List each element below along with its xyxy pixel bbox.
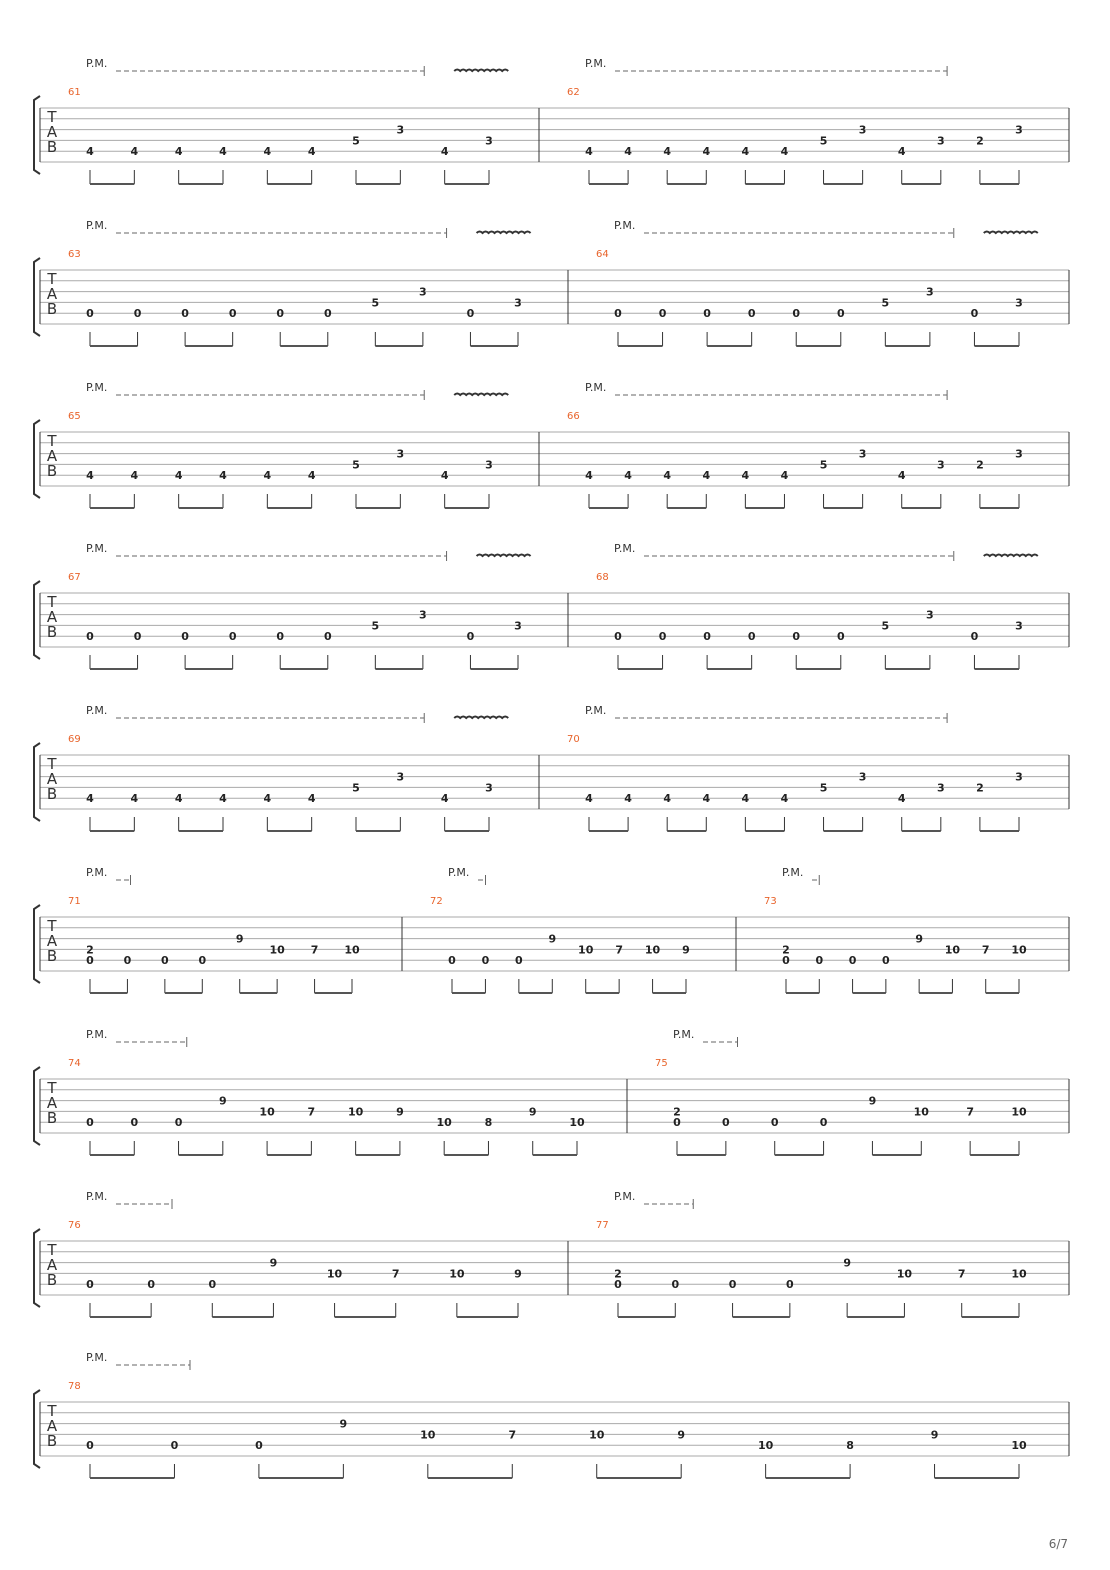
tab-clef-letter: T [47, 108, 57, 126]
tab-clef-letter: T [47, 1241, 57, 1259]
fret-number: 0 [147, 1278, 155, 1292]
fret-number: 5 [819, 458, 828, 472]
palm-mute-label: P.M. [585, 57, 607, 70]
fret-number: 4 [86, 792, 94, 806]
fret-number: 9 [548, 932, 557, 946]
fret-number: 0 [86, 1278, 94, 1292]
fret-number: 9 [930, 1428, 939, 1442]
tab-clef-letter: B [46, 785, 58, 803]
fret-number: 10 [269, 943, 285, 957]
measure-number: 68 [596, 572, 609, 583]
fret-number: 8 [484, 1116, 493, 1130]
system-bracket [34, 905, 40, 983]
fret-number: 10 [436, 1116, 452, 1130]
fret-number: 0 [703, 307, 711, 321]
fret-number: 0 [836, 630, 845, 644]
fret-number: 4 [702, 469, 711, 483]
fret-number: 4 [130, 792, 139, 806]
fret-number: 0 [228, 630, 237, 644]
measure-number: 75 [655, 1058, 668, 1069]
palm-mute-label: P.M. [448, 866, 470, 879]
tab-clef-letter: B [46, 300, 58, 318]
measure-number: 63 [68, 249, 81, 260]
fret-number: 9 [218, 1094, 227, 1108]
fret-number: 10 [1011, 1439, 1027, 1453]
system-bracket [34, 1067, 40, 1145]
measure-number: 77 [596, 1220, 609, 1231]
fret-number: 4 [897, 469, 906, 483]
fret-number: 3 [926, 608, 934, 622]
fret-number: 3 [858, 770, 867, 784]
tab-clef-letter: T [47, 755, 57, 773]
fret-number: 10 [1011, 943, 1027, 957]
fret-number: 10 [589, 1428, 605, 1442]
fret-number: 0 [722, 1116, 730, 1130]
fret-number: 4 [741, 145, 750, 159]
palm-mute-label: P.M. [585, 381, 607, 394]
fret-number: 0 [786, 1278, 794, 1292]
fret-number: 4 [663, 145, 672, 159]
fret-number: 7 [966, 1105, 974, 1119]
fret-number: 4 [86, 145, 94, 159]
palm-mute-label: P.M. [86, 704, 108, 717]
measure-number: 74 [68, 1058, 81, 1069]
measure-number: 65 [68, 411, 81, 422]
fret-number: 10 [1011, 1105, 1027, 1119]
fret-number: 4 [702, 792, 711, 806]
fret-number: 10 [757, 1439, 774, 1453]
palm-mute-label: P.M. [585, 704, 607, 717]
fret-number: 4 [624, 145, 632, 159]
system-bracket [34, 581, 40, 659]
fret-number: 2 [976, 134, 984, 148]
vibrato-mark [454, 70, 508, 72]
fret-number: 4 [663, 469, 672, 483]
tab-clef-letter: B [46, 1271, 58, 1289]
vibrato-mark [477, 555, 531, 557]
tab-clef-letter: T [47, 593, 57, 611]
fret-number: 4 [663, 792, 672, 806]
vibrato-mark [984, 232, 1038, 234]
fret-number: 5 [352, 458, 360, 472]
fret-number: 5 [371, 619, 380, 633]
fret-number: 10 [944, 943, 961, 957]
fret-number: 7 [957, 1267, 966, 1281]
fret-number: 5 [881, 619, 890, 633]
fret-number: 0 [970, 630, 979, 644]
fret-number: 9 [915, 932, 923, 946]
measure-number: 73 [764, 896, 777, 907]
palm-mute-label: P.M. [86, 381, 108, 394]
fret-number: 0 [208, 1278, 217, 1292]
fret-number: 0 [86, 954, 94, 968]
fret-number: 0 [181, 630, 189, 644]
fret-number: 4 [219, 792, 227, 806]
tab-clef-letter: A [46, 1094, 58, 1112]
fret-number: 0 [170, 1439, 179, 1453]
fret-number: 10 [449, 1267, 465, 1281]
fret-number: 0 [792, 307, 801, 321]
fret-number: 0 [848, 954, 857, 968]
fret-number: 0 [658, 630, 667, 644]
measure-number: 71 [68, 896, 81, 907]
fret-number: 0 [836, 307, 845, 321]
fret-number: 0 [882, 954, 890, 968]
fret-number: 2 [782, 943, 790, 957]
fret-number: 0 [782, 954, 790, 968]
page-number: 6/7 [1048, 1537, 1068, 1551]
fret-number: 0 [792, 630, 801, 644]
system-bracket [34, 1390, 40, 1468]
fret-number: 0 [130, 1116, 139, 1130]
fret-number: 9 [269, 1256, 278, 1270]
fret-number: 4 [897, 145, 906, 159]
palm-mute-label: P.M. [86, 57, 108, 70]
tab-clef-letter: A [46, 770, 58, 788]
fret-number: 0 [747, 307, 756, 321]
tab-clef-letter: A [46, 1417, 58, 1435]
fret-number: 5 [819, 781, 828, 795]
palm-mute-label: P.M. [86, 542, 108, 555]
fret-number: 0 [255, 1439, 263, 1453]
fret-number: 9 [339, 1417, 348, 1431]
fret-number: 4 [174, 469, 183, 483]
fret-number: 4 [440, 792, 449, 806]
fret-number: 0 [671, 1278, 680, 1292]
tab-clef-letter: A [46, 123, 58, 141]
fret-number: 5 [819, 134, 828, 148]
measure-number: 67 [68, 572, 81, 583]
fret-number: 3 [485, 134, 493, 148]
fret-number: 10 [913, 1105, 929, 1119]
fret-number: 3 [1015, 619, 1023, 633]
fret-number: 0 [515, 954, 523, 968]
fret-number: 9 [514, 1267, 522, 1281]
fret-number: 0 [658, 307, 667, 321]
fret-number: 10 [344, 943, 360, 957]
fret-number: 4 [741, 792, 750, 806]
fret-number: 0 [133, 307, 142, 321]
system-bracket [34, 420, 40, 498]
palm-mute-label: P.M. [86, 1028, 108, 1041]
fret-number: 0 [614, 307, 622, 321]
palm-mute-label: P.M. [782, 866, 804, 879]
fret-number: 10 [569, 1116, 585, 1130]
fret-number: 4 [780, 792, 789, 806]
fret-number: 8 [846, 1439, 854, 1453]
fret-number: 3 [396, 770, 405, 784]
tab-clef-letter: T [47, 1402, 57, 1420]
fret-number: 9 [843, 1256, 851, 1270]
tab-clef-letter: B [46, 623, 58, 641]
measure-number: 70 [567, 734, 580, 745]
tab-clef-letter: B [46, 947, 58, 965]
fret-number: 9 [868, 1094, 877, 1108]
fret-number: 4 [174, 792, 183, 806]
fret-number: 4 [702, 145, 711, 159]
fret-number: 2 [86, 943, 94, 957]
fret-number: 4 [130, 469, 139, 483]
fret-number: 3 [485, 458, 493, 472]
measure-number: 61 [68, 87, 81, 98]
fret-number: 3 [936, 134, 945, 148]
fret-number: 0 [614, 1278, 622, 1292]
fret-number: 7 [310, 943, 319, 957]
fret-number: 0 [86, 630, 94, 644]
fret-number: 10 [326, 1267, 343, 1281]
system-bracket [34, 743, 40, 821]
fret-number: 0 [747, 630, 756, 644]
measure-number: 62 [567, 87, 580, 98]
fret-number: 0 [673, 1116, 681, 1130]
vibrato-mark [454, 717, 508, 719]
palm-mute-label: P.M. [86, 1351, 108, 1364]
vibrato-mark [454, 394, 508, 396]
palm-mute-label: P.M. [614, 219, 636, 232]
fret-number: 2 [614, 1267, 622, 1281]
tab-clef-letter: A [46, 447, 58, 465]
measure-number: 78 [68, 1381, 81, 1392]
palm-mute-label: P.M. [673, 1028, 695, 1041]
fret-number: 7 [391, 1267, 400, 1281]
fret-number: 0 [123, 954, 132, 968]
measure-number: 64 [596, 249, 609, 260]
fret-number: 0 [819, 1116, 828, 1130]
fret-number: 4 [741, 469, 750, 483]
tab-clef-letter: B [46, 462, 58, 480]
fret-number: 3 [926, 285, 934, 299]
palm-mute-label: P.M. [86, 1190, 108, 1203]
fret-number: 3 [396, 123, 405, 137]
fret-number: 4 [624, 792, 632, 806]
fret-number: 5 [352, 781, 360, 795]
fret-number: 0 [323, 307, 332, 321]
fret-number: 0 [728, 1278, 737, 1292]
fret-number: 7 [307, 1105, 316, 1119]
fret-number: 4 [780, 469, 789, 483]
fret-number: 10 [259, 1105, 275, 1119]
fret-number: 0 [481, 954, 490, 968]
tab-clef-letter: T [47, 917, 57, 935]
fret-number: 4 [440, 145, 449, 159]
fret-number: 5 [881, 296, 890, 310]
fret-number: 0 [276, 630, 285, 644]
palm-mute-label: P.M. [86, 219, 108, 232]
system-bracket [34, 258, 40, 336]
fret-number: 3 [936, 458, 945, 472]
fret-number: 0 [276, 307, 285, 321]
fret-number: 0 [614, 630, 622, 644]
fret-number: 4 [780, 145, 789, 159]
fret-number: 9 [677, 1428, 686, 1442]
fret-number: 2 [976, 781, 984, 795]
fret-number: 4 [585, 145, 593, 159]
palm-mute-label: P.M. [614, 1190, 636, 1203]
fret-number: 2 [673, 1105, 681, 1119]
fret-number: 4 [263, 792, 272, 806]
fret-number: 4 [307, 469, 316, 483]
fret-number: 3 [1015, 296, 1023, 310]
fret-number: 0 [161, 954, 169, 968]
fret-number: 0 [323, 630, 332, 644]
fret-number: 4 [263, 469, 272, 483]
tab-clef-letter: T [47, 1079, 57, 1097]
system-bracket [34, 1229, 40, 1307]
fret-number: 4 [585, 792, 593, 806]
fret-number: 3 [858, 447, 867, 461]
fret-number: 7 [508, 1428, 517, 1442]
fret-number: 9 [682, 943, 690, 957]
tab-clef-letter: T [47, 270, 57, 288]
fret-number: 4 [174, 145, 183, 159]
tab-clef-letter: A [46, 932, 58, 950]
fret-number: 4 [263, 145, 272, 159]
tab-clef-letter: A [46, 608, 58, 626]
tab-clef-letter: A [46, 285, 58, 303]
fret-number: 0 [466, 307, 475, 321]
fret-number: 3 [1015, 447, 1023, 461]
fret-number: 0 [466, 630, 475, 644]
fret-number: 4 [307, 792, 316, 806]
fret-number: 0 [770, 1116, 779, 1130]
fret-number: 4 [219, 145, 227, 159]
fret-number: 9 [235, 932, 244, 946]
fret-number: 0 [181, 307, 189, 321]
fret-number: 3 [514, 296, 522, 310]
fret-number: 5 [352, 134, 360, 148]
fret-number: 3 [396, 447, 405, 461]
tab-clef-letter: B [46, 1432, 58, 1450]
fret-number: 0 [86, 1439, 94, 1453]
fret-number: 3 [514, 619, 522, 633]
fret-number: 4 [585, 469, 593, 483]
fret-number: 0 [815, 954, 824, 968]
fret-number: 4 [440, 469, 449, 483]
fret-number: 0 [86, 1116, 94, 1130]
fret-number: 3 [419, 285, 427, 299]
fret-number: 4 [219, 469, 227, 483]
fret-number: 0 [86, 307, 94, 321]
fret-number: 0 [198, 954, 207, 968]
fret-number: 7 [981, 943, 990, 957]
measure-number: 66 [567, 411, 580, 422]
fret-number: 10 [578, 943, 594, 957]
fret-number: 3 [1015, 123, 1023, 137]
measure-number: 69 [68, 734, 81, 745]
tab-clef-letter: T [47, 432, 57, 450]
measure-number: 72 [430, 896, 443, 907]
fret-number: 9 [396, 1105, 404, 1119]
fret-number: 0 [228, 307, 237, 321]
fret-number: 4 [307, 145, 316, 159]
fret-number: 3 [485, 781, 493, 795]
system-bracket [34, 96, 40, 174]
fret-number: 7 [615, 943, 623, 957]
tab-clef-letter: B [46, 138, 58, 156]
fret-number: 0 [133, 630, 142, 644]
fret-number: 0 [448, 954, 456, 968]
fret-number: 10 [420, 1428, 436, 1442]
fret-number: 4 [624, 469, 632, 483]
fret-number: 3 [858, 123, 867, 137]
tab-clef-letter: A [46, 1256, 58, 1274]
measure-number: 76 [68, 1220, 81, 1231]
fret-number: 3 [1015, 770, 1023, 784]
fret-number: 10 [1011, 1267, 1027, 1281]
fret-number: 3 [936, 781, 945, 795]
fret-number: 2 [976, 458, 984, 472]
palm-mute-label: P.M. [614, 542, 636, 555]
vibrato-mark [984, 555, 1038, 557]
fret-number: 4 [86, 469, 94, 483]
fret-number: 10 [644, 943, 661, 957]
fret-number: 4 [130, 145, 139, 159]
fret-number: 5 [371, 296, 380, 310]
palm-mute-label: P.M. [86, 866, 108, 879]
fret-number: 10 [896, 1267, 913, 1281]
fret-number: 9 [528, 1105, 537, 1119]
fret-number: 3 [419, 608, 427, 622]
fret-number: 0 [174, 1116, 183, 1130]
fret-number: 4 [897, 792, 906, 806]
vibrato-mark [477, 232, 531, 234]
fret-number: 0 [970, 307, 979, 321]
tab-clef-letter: B [46, 1109, 58, 1127]
fret-number: 0 [703, 630, 711, 644]
fret-number: 10 [347, 1105, 364, 1119]
